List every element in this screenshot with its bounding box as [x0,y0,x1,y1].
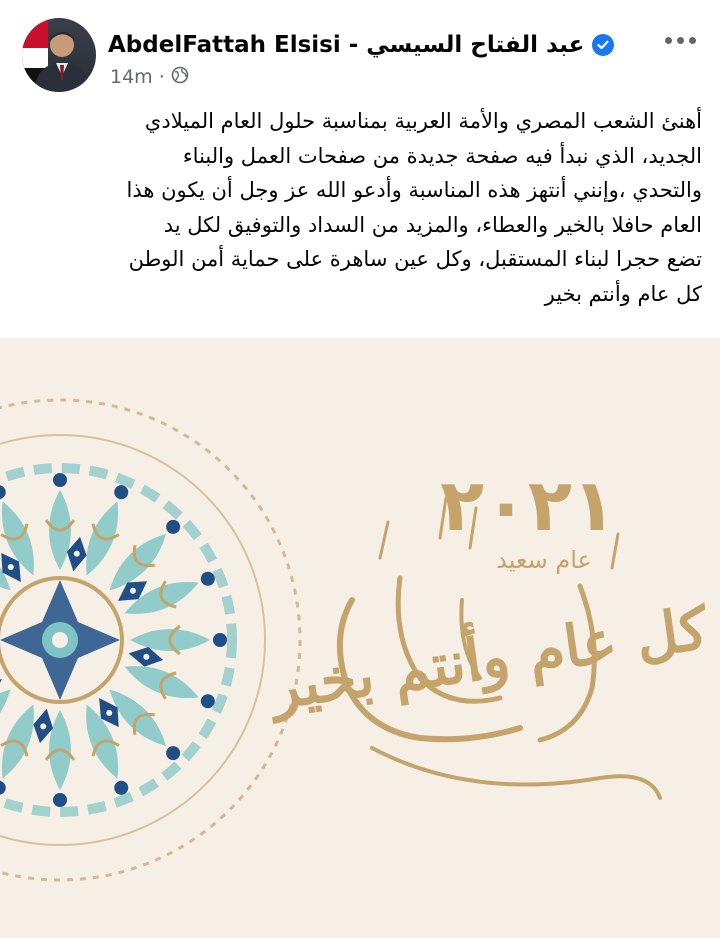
post-text-line: العام حافلا بالخير والعطاء، والمزيد من السداد والتوفيق لكل يد [163,212,702,237]
author-name[interactable]: AbdelFattah Elsisi - عبد الفتاح السيسي [108,32,585,58]
post-timestamp[interactable]: 14m [110,66,153,88]
verified-badge-icon [592,34,614,56]
post-text-line: تضع حجرا لبناء المستقبل، وكل عين ساهرة على حماية أمن الوطن [128,247,702,271]
globe-icon[interactable] [171,66,189,89]
mandala-ornament [0,400,300,880]
year-numerals: ٢٠٢١ [440,463,616,547]
post-text-line: كل عام وأنتم بخير [544,281,702,306]
greeting-card-illustration [0,338,720,938]
more-dots-icon[interactable] [660,26,700,54]
post-text-line: أهنئ الشعب المصري والأمة العربية بمناسبة حلول العام الميلادي [144,109,702,133]
post-meta [110,64,189,90]
post-text-line: الجديد، الذي نبدأ فيه صفحة جديدة من صفحات العمل والبناء [182,143,702,168]
author-name-row[interactable] [108,28,614,62]
post-body [22,104,702,311]
post-header [0,0,720,100]
meta-separator: · [158,66,165,88]
post-image[interactable] [0,338,720,938]
greeting-small: عام سعيد [496,546,592,574]
greeting-calligraphy: كل عام وأنتم بخير [266,593,712,723]
post-text-line: والتحدي ،وإنني أنتهز هذه المناسبة وأدعو الله عز وجل أن يكون هذا [126,178,702,202]
author-avatar[interactable] [22,18,96,92]
